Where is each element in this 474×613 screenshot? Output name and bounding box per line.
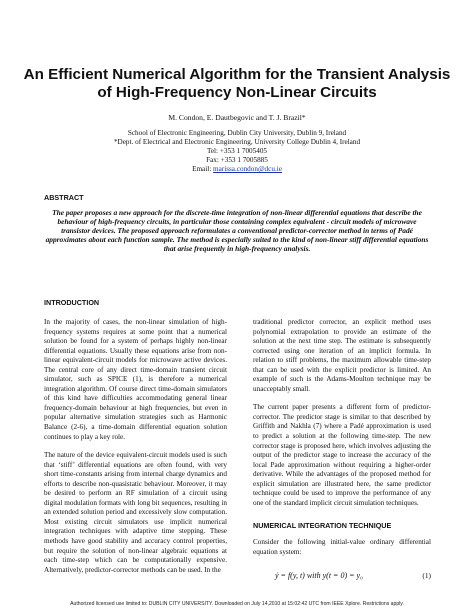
equation-1 (253, 571, 431, 580)
author-list: M. Condon, E. Dautbegovic and T. J. Brazil* (168, 113, 306, 122)
license-footer: Authorized licensed use limited to: DUBLIN CITY UNIVERSITY. Downloaded on July 14,2010 at 15:02:42 UTC from IEEE Xplore. Restrictions apply. (70, 601, 404, 607)
right-column (253, 318, 431, 517)
equation-expression: ẏ = f(y, t) with y(t = 0) = y₀ (275, 571, 363, 580)
email-label: Email: (192, 165, 214, 174)
numerical-integration-heading: NUMERICAL INTEGRATION TECHNIQUE (253, 521, 392, 530)
body-paragraph: In the majority of cases, the non-linear simulation of high-frequency systems requires at some point that a numerical solution be found for a system of perhaps highly non-linear differential equations. Usually these equations arise from non-linear equivalent-circuit models for microwave active devices. The central core of any direct time-domain transient circuit simulator, such as SPICE (1), is therefore a numerical integration algorithm. Of course direct time-domain simulators of this kind have difficulties accommodating general linear frequency-domain behaviour at high frequencies, but even in popular alternative simulation strategies such as Harmonic Balance (2-6), a time-domain differential equation solution continues to play a key role. (44, 318, 227, 441)
numerical-integration-text (253, 538, 431, 566)
email-line (20, 165, 454, 174)
title-line-1: An Efficient Numerical Algorithm for the Transient Analysis (23, 66, 451, 83)
affiliation-line: Tel: +353 1 7005405 (206, 147, 268, 156)
affiliation-line: *Dept. of Electrical and Electronic Engineering, University College Dublin 4, Ireland (113, 138, 361, 147)
equation-number: (1) (422, 571, 431, 580)
affiliation-line: Fax: +353 1 7005885 (206, 156, 268, 165)
affiliation-line: School of Electronic Engineering, Dublin City University, Dublin 9, Ireland (127, 129, 347, 137)
abstract-heading: ABSTRACT (44, 193, 84, 202)
paper-title (20, 66, 454, 102)
title-line-2: of High-Frequency Non-Linear Circuits (97, 84, 377, 101)
abstract-text: The paper proposes a new approach for the discrete-time integration of non-linear differential equations that describe the behaviour of high-frequency circuits, in particular those containing complex equivalent - circuit models of microwave transistor devices. The proposed approach reformulates a conventional predictor-corrector method in terms of Padé approximates about each function sample. The method is especially suited to the kind of non-linear stiff differential equations that arise frequently in high-frequency analysis. (45, 208, 429, 253)
body-paragraph: The current paper presents a different form of predictor-corrector. The predictor stage is similar to that described by Griffith and Nakhla (7) where a Padé approximation is used to predict a solution at the following time-step. The new corrector stage is proposed here, which involves adjusting the output of the predictor stage to increase the accuracy of the local Pade approximation without requiring a higher-order derivative. While the advantages of the proposed method for explicit simulation are illustrated here, the same predictor technique could be used to improve the performance of any one of the standard implicit circuit simulation techniques. (253, 403, 431, 507)
affiliation-block (20, 129, 454, 174)
email-link[interactable]: marissa.condon@dcu.ie (213, 165, 282, 174)
body-paragraph: traditional predictor corrector, an explicit method uses polynomial extrapolation to provide an estimate of the solution at the next time step. The estimate is subsequently corrected using one iteration of an implicit formula. In relation to stiff problems, the maximum allowable time-step that can be used with the explicit predictor is limited. An example of such is the Adams-Moulton technique may be unacceptably small. (253, 318, 431, 393)
body-paragraph: Consider the following initial-value ordinary differential equation system: (253, 538, 431, 556)
introduction-heading: INTRODUCTION (44, 298, 100, 307)
left-column (44, 318, 227, 584)
body-paragraph: The nature of the device equivalent-circuit models used is such that ‘stiff’ differential equations are often found, with very short time-constants arising from internal charge dynamics and efforts to describe non-quasistatic behaviour. Moreover, it may be desired to perform an RF simulation of a circuit using digital modulation formats with long bit sequences, resulting in an extended solution period and excessively slow computation. Most existing circuit simulators use implicit numerical integration techniques with adaptive time stepping. These methods have good stability and accuracy control properties, but require the solution of non-linear algebraic equations at each time-step which can be computationally expensive. Alternatively, predictor-corrector methods can be used. In the (44, 451, 227, 574)
